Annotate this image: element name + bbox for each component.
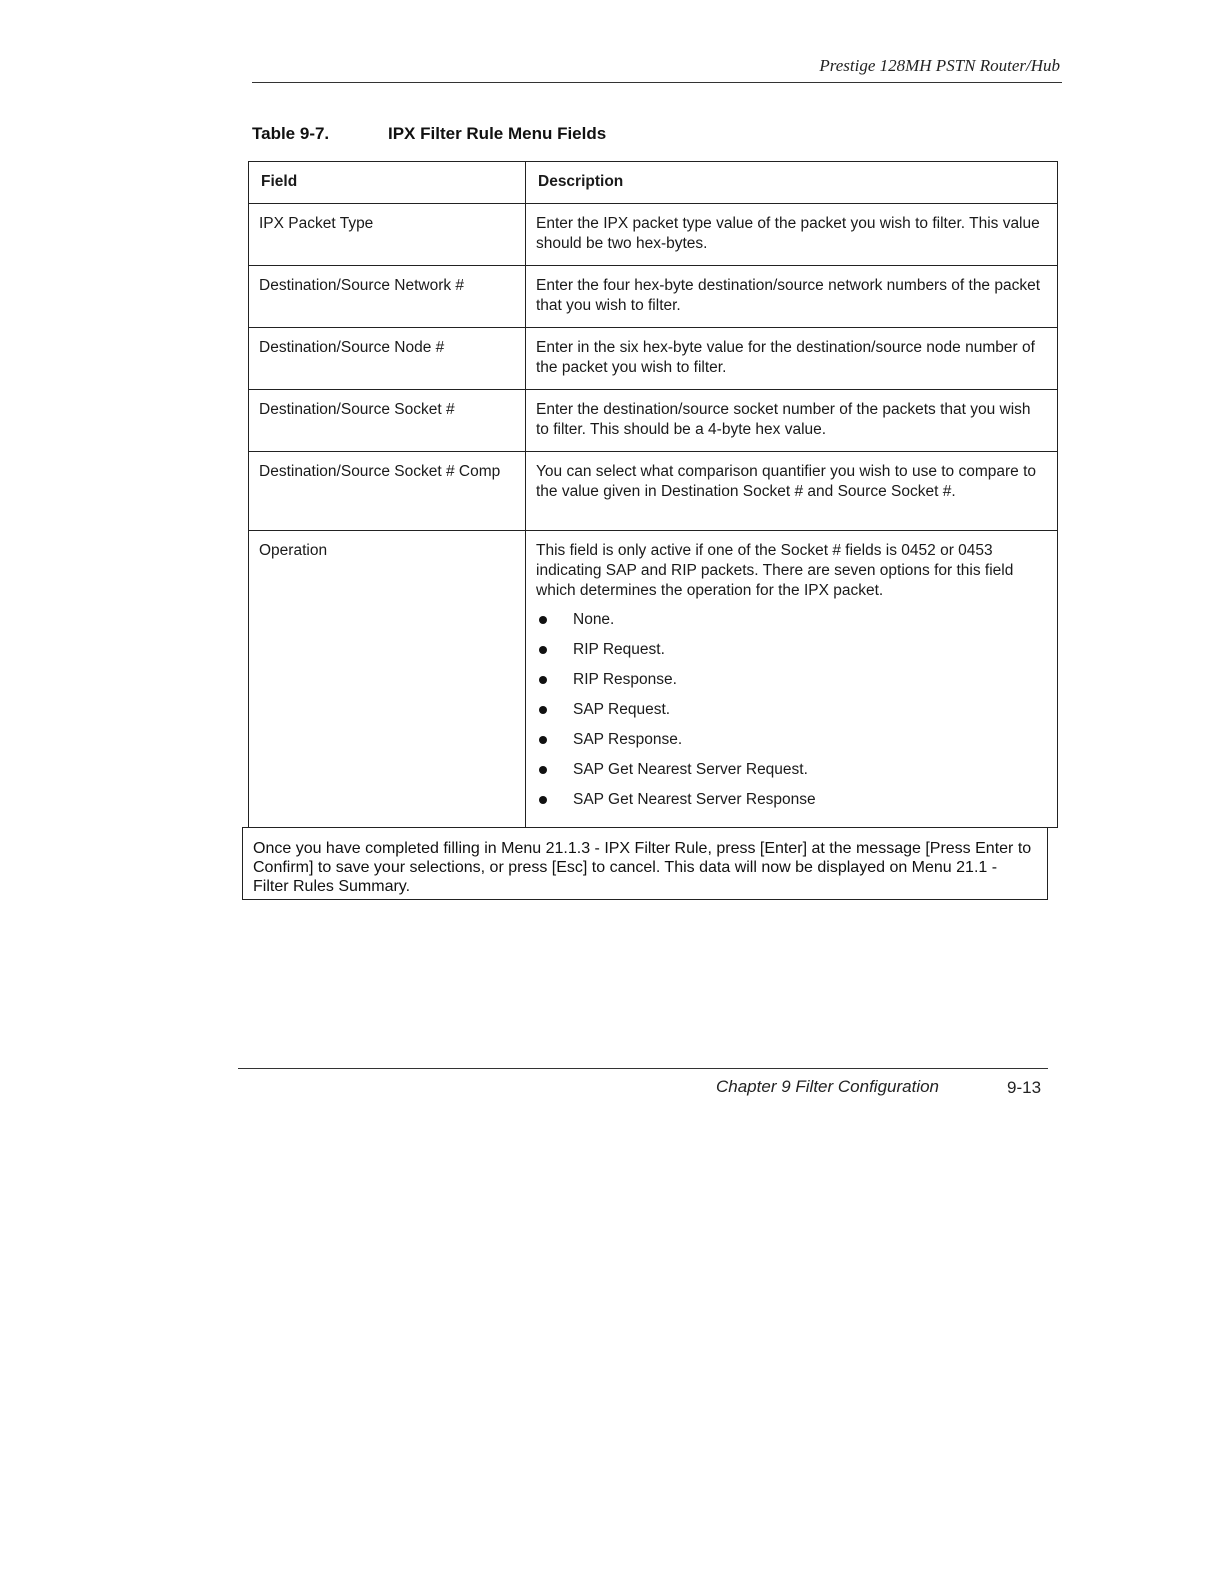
list-item (536, 789, 1047, 819)
ipx-filter-fields-table (248, 161, 1058, 828)
table-row (249, 328, 1058, 390)
list-item (536, 729, 1047, 759)
operation-options-list (536, 609, 1047, 819)
list-item (536, 639, 1047, 669)
header-rule (252, 82, 1062, 83)
table-row (249, 390, 1058, 452)
column-header-field: Field (249, 162, 526, 204)
column-header-description: Description (526, 162, 1058, 204)
bullet-icon (539, 766, 547, 774)
bullet-icon (539, 706, 547, 714)
table-header-row (249, 162, 1058, 204)
option-label: RIP Response. (573, 671, 677, 688)
bullet-icon (539, 646, 547, 654)
table-row (249, 266, 1058, 328)
list-item (536, 609, 1047, 639)
running-header: Prestige 128MH PSTN Router/Hub (819, 56, 1060, 75)
completion-note: Once you have completed filling in Menu 21.1.3 - IPX Filter Rule, press [Enter] at the message [Press Enter to Confirm] to save your selections, or press [Esc] to cancel. This data will now be displayed on Menu 21.1 - Filter Rules Summary. (242, 827, 1048, 900)
description-cell: Enter the four hex-byte destination/source network numbers of the packet that you wish to filter. (526, 266, 1058, 328)
description-cell (526, 531, 1058, 828)
field-cell: Destination/Source Node # (249, 328, 526, 390)
field-cell: Destination/Source Network # (249, 266, 526, 328)
bullet-icon (539, 796, 547, 804)
footer-chapter: Chapter 9 Filter Configuration (716, 1077, 940, 1096)
field-cell: IPX Packet Type (249, 204, 526, 266)
page-number: 9-13 (1007, 1078, 1042, 1097)
list-item (536, 759, 1047, 789)
list-item (536, 669, 1047, 699)
option-label: SAP Get Nearest Server Request. (573, 761, 808, 778)
description-cell: You can select what comparison quantifier you wish to use to compare to the value given in Destination Socket # and Source Socket #. (526, 452, 1058, 531)
option-label: None. (573, 611, 615, 628)
description-cell: Enter in the six hex-byte value for the destination/source node number of the packet you wish to filter. (526, 328, 1058, 390)
option-label: SAP Get Nearest Server Response (573, 791, 816, 808)
table-row-operation (249, 531, 1058, 828)
field-cell: Destination/Source Socket # Comp (249, 452, 526, 531)
bullet-icon (539, 676, 547, 684)
bullet-icon (539, 616, 547, 624)
table-caption (252, 124, 606, 144)
option-label: SAP Response. (573, 731, 683, 748)
operation-intro: This field is only active if one of the Socket # fields is 0452 or 0453 indicating SAP and RIP packets. There are seven options for this field which determines the operation for the IPX packet. (536, 542, 1014, 599)
option-label: RIP Request. (573, 641, 665, 658)
table-row (249, 452, 1058, 531)
field-cell: Destination/Source Socket # (249, 390, 526, 452)
description-cell: Enter the IPX packet type value of the packet you wish to filter. This value should be two hex-bytes. (526, 204, 1058, 266)
list-item (536, 699, 1047, 729)
description-cell: Enter the destination/source socket number of the packets that you wish to filter. This should be a 4-byte hex value. (526, 390, 1058, 452)
table-title: IPX Filter Rule Menu Fields (388, 124, 607, 143)
footer-rule (238, 1068, 1048, 1069)
table-row (249, 204, 1058, 266)
bullet-icon (539, 736, 547, 744)
field-cell: Operation (249, 531, 526, 828)
option-label: SAP Request. (573, 701, 671, 718)
table-number: Table 9-7. (252, 124, 330, 143)
